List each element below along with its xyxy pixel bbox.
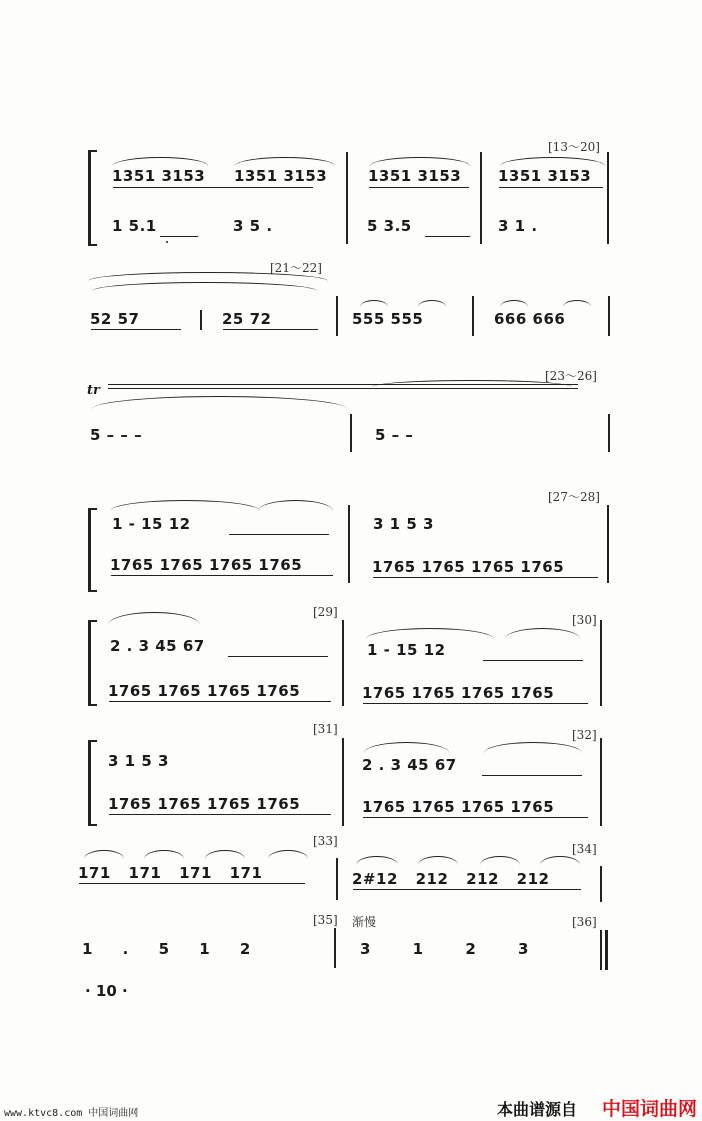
note-group: 3 1 5 3 <box>108 752 169 770</box>
note-group: 1765 1765 1765 1765 <box>108 682 301 700</box>
note-group: 1 5.1 <box>112 217 157 235</box>
beam-line <box>109 814 331 815</box>
beat-mark <box>200 310 202 330</box>
note-group: 1 - 15 12 <box>367 641 446 659</box>
measure-number: [29] <box>313 605 338 619</box>
note-group: 1765 1765 1765 1765 <box>372 558 565 576</box>
barline <box>600 738 602 826</box>
note-group: 1765 1765 1765 1765 <box>362 798 555 816</box>
barline <box>608 296 610 336</box>
note-group: 52 57 <box>90 310 140 328</box>
note-group: 3 1 . <box>498 217 538 235</box>
note-group: 1765 1765 1765 1765 <box>108 795 301 813</box>
note-group: 5 3.5 <box>367 217 412 235</box>
note-group: 2#12 212 212 212 <box>352 870 550 888</box>
beam-line <box>425 236 470 237</box>
note-group: 1765 1765 1765 1765 <box>110 556 303 574</box>
triplet-slur <box>500 300 528 307</box>
note-group: 1351 3153 <box>498 167 592 185</box>
slur <box>235 157 335 166</box>
slur <box>484 742 582 753</box>
barline <box>336 858 338 900</box>
note-group: 3 5 . <box>233 217 273 235</box>
triplet-slur <box>356 856 398 865</box>
barline <box>600 866 602 902</box>
beam-line <box>363 703 588 704</box>
footer-brand: 中国词曲网 <box>602 1098 698 1120</box>
slur <box>500 157 605 166</box>
slur <box>258 500 333 511</box>
final-barline-thin <box>600 930 602 970</box>
note-group: 1 . 5 1 2 <box>82 940 251 958</box>
slur <box>110 500 260 511</box>
beam-line <box>482 775 582 776</box>
beam-line <box>113 187 313 188</box>
barline <box>334 928 336 968</box>
beam-line <box>109 701 331 702</box>
beam-line <box>228 656 328 657</box>
note-group: 5 – – <box>375 426 414 444</box>
measure-number: [21～22] <box>270 261 322 275</box>
triplet-slur <box>144 850 184 859</box>
measure-number: [27～28] <box>548 490 600 504</box>
note-group: 3 1 5 3 <box>373 515 434 533</box>
system-bracket <box>88 508 97 592</box>
beam-line <box>363 817 588 818</box>
measure-number: [13～20] <box>548 140 600 154</box>
beam-line <box>111 575 333 576</box>
note-group: 3 1 2 3 <box>360 940 529 958</box>
barline <box>480 152 482 244</box>
barline <box>350 414 352 452</box>
beam-line <box>223 329 318 330</box>
triplet-slur <box>418 300 446 307</box>
beam-line <box>483 660 583 661</box>
barline <box>342 738 344 826</box>
triplet-slur <box>360 300 388 307</box>
triplet-slur <box>268 850 308 859</box>
measure-number: [30] <box>572 613 597 627</box>
slur <box>108 612 200 625</box>
barline <box>348 505 350 583</box>
note-group: 555 555 <box>352 310 424 328</box>
triplet-slur <box>563 300 591 307</box>
measure-number: [36] <box>572 915 597 929</box>
note-group: 2 . 3 45 67 <box>110 637 205 655</box>
octave-dot <box>166 241 168 243</box>
barline <box>346 152 348 244</box>
beam-line <box>160 236 198 237</box>
tempo-mark: 渐慢 <box>352 915 377 929</box>
triplet-slur <box>540 856 580 865</box>
slur <box>372 380 572 387</box>
slur <box>92 282 317 291</box>
measure-number: [33] <box>313 834 338 848</box>
beam-line <box>369 187 469 188</box>
beam-line <box>91 329 181 330</box>
slur <box>113 157 208 166</box>
system-bracket <box>88 150 97 246</box>
slur <box>92 396 347 409</box>
barline <box>607 152 609 244</box>
note-group: 1351 3153 <box>112 167 206 185</box>
measure-number: [31] <box>313 722 338 736</box>
system-bracket <box>88 740 97 826</box>
final-barline-thick <box>605 930 608 970</box>
note-group: 2 . 3 45 67 <box>362 756 457 774</box>
barline <box>600 620 602 706</box>
triplet-slur <box>84 850 124 859</box>
note-group: 666 666 <box>494 310 566 328</box>
system-bracket <box>88 620 97 706</box>
barline <box>336 296 338 336</box>
slur <box>505 628 580 639</box>
slur <box>370 157 470 166</box>
measure-number: [34] <box>572 842 597 856</box>
note-group: 1351 3153 <box>368 167 462 185</box>
footer-source-label: 本曲谱源自 <box>497 1100 578 1119</box>
beam-line <box>229 534 329 535</box>
barline <box>608 414 610 452</box>
beam-line <box>499 187 603 188</box>
note-group: 1 - 15 12 <box>112 515 191 533</box>
note-group: 171 171 171 171 <box>78 864 263 882</box>
triplet-slur <box>205 850 245 859</box>
note-group: 1351 3153 <box>234 167 328 185</box>
note-group: 5 – – – <box>90 426 143 444</box>
trill-mark: tr <box>87 383 100 398</box>
barline <box>472 296 474 336</box>
measure-number: [23～26] <box>545 369 597 383</box>
barline <box>607 505 609 583</box>
beam-line <box>79 883 305 884</box>
footer-url: www.ktvc8.com 中国词曲网 <box>4 1108 139 1119</box>
slur <box>364 742 449 753</box>
beam-line <box>373 577 598 578</box>
triplet-slur <box>418 856 458 865</box>
note-group: 1765 1765 1765 1765 <box>362 684 555 702</box>
note-group: 25 72 <box>222 310 272 328</box>
beam-line <box>353 889 581 890</box>
barline <box>342 620 344 706</box>
page-number: · 10 · <box>85 982 128 1000</box>
measure-number: [35] <box>313 913 338 927</box>
triplet-slur <box>480 856 520 865</box>
measure-number: [32] <box>572 728 597 742</box>
slur <box>366 628 494 639</box>
